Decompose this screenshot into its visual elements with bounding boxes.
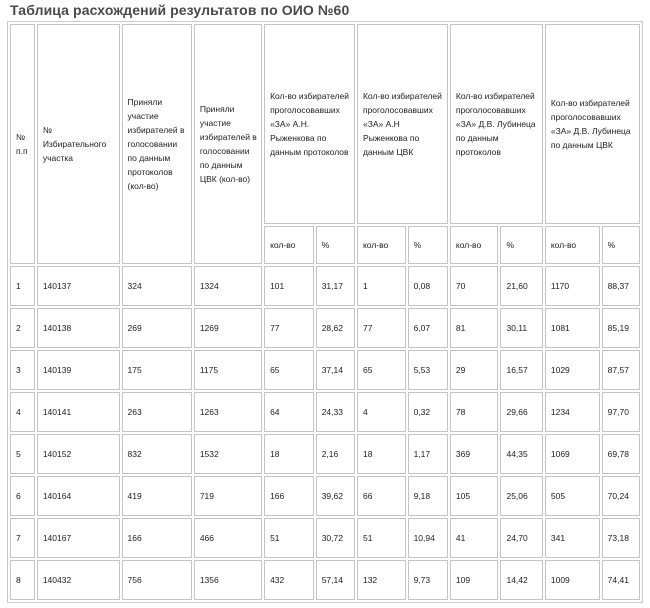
table-cell: 466	[194, 518, 262, 558]
table-cell: 97,70	[602, 392, 640, 432]
table-cell: 432	[264, 560, 314, 600]
table-cell: 69,78	[602, 434, 640, 474]
table-cell: 1	[10, 266, 35, 306]
table-cell: 16,57	[500, 350, 542, 390]
table-cell: 6	[10, 476, 35, 516]
table-cell: 2	[10, 308, 35, 348]
table-cell: 29	[450, 350, 499, 390]
table-row	[10, 518, 640, 558]
table-cell: 87,57	[602, 350, 640, 390]
table-cell: 57,14	[316, 560, 355, 600]
table-cell: 719	[194, 476, 262, 516]
table-cell: 70,24	[602, 476, 640, 516]
table-cell: 24,70	[500, 518, 542, 558]
table-cell: 31,17	[316, 266, 355, 306]
subheader-count: кол-во	[545, 226, 600, 264]
table-row	[10, 266, 640, 306]
table-cell: 341	[545, 518, 600, 558]
table-row	[10, 560, 640, 600]
table-cell: 756	[122, 560, 192, 600]
table-cell: 29,66	[500, 392, 542, 432]
table-cell: 140164	[37, 476, 120, 516]
table-cell: 505	[545, 476, 600, 516]
header-row	[10, 24, 640, 224]
table-cell: 10,94	[408, 518, 448, 558]
table-cell: 1324	[194, 266, 262, 306]
table-cell: 140137	[37, 266, 120, 306]
table-cell: 70	[450, 266, 499, 306]
table-cell: 1532	[194, 434, 262, 474]
table-cell: 832	[122, 434, 192, 474]
table-cell: 1269	[194, 308, 262, 348]
header-num: № п.п	[10, 24, 35, 264]
table-cell: 41	[450, 518, 499, 558]
table-cell: 1234	[545, 392, 600, 432]
subheader-count: кол-во	[357, 226, 406, 264]
table-cell: 8	[10, 560, 35, 600]
table-cell: 140138	[37, 308, 120, 348]
subheader-count: кол-во	[264, 226, 314, 264]
table-cell: 3	[10, 350, 35, 390]
table-cell: 88,37	[602, 266, 640, 306]
table-cell: 140152	[37, 434, 120, 474]
table-cell: 1081	[545, 308, 600, 348]
table-cell: 65	[264, 350, 314, 390]
header-ryzhenkov-protocols: Кол-во избирателей проголосовавших «ЗА» А.Н. Рыженкова по данным протоколов	[264, 24, 355, 224]
header-participated-protocols: Приняли участие избирателей в голосовании по данным протоколов (кол-во)	[122, 24, 192, 264]
page-title: Таблица расхождений результатов по ОИО №60	[10, 2, 350, 18]
table-cell: 105	[450, 476, 499, 516]
table-cell: 81	[450, 308, 499, 348]
table-cell: 66	[357, 476, 406, 516]
table-cell: 166	[122, 518, 192, 558]
table-cell: 4	[357, 392, 406, 432]
table-cell: 44,35	[500, 434, 542, 474]
table-cell: 2,16	[316, 434, 355, 474]
table-cell: 37,14	[316, 350, 355, 390]
table-row	[10, 476, 640, 516]
table-cell: 369	[450, 434, 499, 474]
table-cell: 1009	[545, 560, 600, 600]
table-cell: 39,62	[316, 476, 355, 516]
table-cell: 6,07	[408, 308, 448, 348]
table-cell: 1029	[545, 350, 600, 390]
table-cell: 21,60	[500, 266, 542, 306]
table-cell: 25,06	[500, 476, 542, 516]
table-cell: 140167	[37, 518, 120, 558]
table-cell: 0,08	[408, 266, 448, 306]
table-cell: 263	[122, 392, 192, 432]
table-cell: 18	[357, 434, 406, 474]
table-cell: 64	[264, 392, 314, 432]
table-cell: 5,53	[408, 350, 448, 390]
table-cell: 1	[357, 266, 406, 306]
discrepancy-table	[7, 21, 643, 603]
table-cell: 419	[122, 476, 192, 516]
table-row	[10, 434, 640, 474]
table-cell: 0,32	[408, 392, 448, 432]
header-lubinets-protocols: Кол-во избирателей проголосовавших «ЗА» Д.В. Лубинеца по данным протоколов	[450, 24, 543, 224]
table-cell: 140432	[37, 560, 120, 600]
table-cell: 4	[10, 392, 35, 432]
table-cell: 1069	[545, 434, 600, 474]
subheader-percent: %	[408, 226, 448, 264]
table-cell: 30,72	[316, 518, 355, 558]
table-cell: 51	[357, 518, 406, 558]
table-cell: 166	[264, 476, 314, 516]
table-cell: 9,73	[408, 560, 448, 600]
header-lubinets-cvk: Кол-во избирателей проголосовавших «ЗА» Д.В. Лубинеца по данным ЦВК	[545, 24, 640, 224]
table-row	[10, 392, 640, 432]
table-cell: 77	[264, 308, 314, 348]
table-cell: 140141	[37, 392, 120, 432]
header-ryzhenkov-cvk: Кол-во избирателей проголосовавших «ЗА» А.Н Рыженкова по данным ЦВК	[357, 24, 448, 224]
table-cell: 1356	[194, 560, 262, 600]
table-cell: 78	[450, 392, 499, 432]
table-cell: 14,42	[500, 560, 542, 600]
subheader-percent: %	[500, 226, 542, 264]
table-cell: 28,62	[316, 308, 355, 348]
table-cell: 1170	[545, 266, 600, 306]
table-cell: 140139	[37, 350, 120, 390]
table-cell: 24,33	[316, 392, 355, 432]
subheader-percent: %	[602, 226, 640, 264]
table-cell: 30,11	[500, 308, 542, 348]
table-cell: 74,41	[602, 560, 640, 600]
table-cell: 132	[357, 560, 406, 600]
table-cell: 1,17	[408, 434, 448, 474]
table-cell: 324	[122, 266, 192, 306]
table-cell: 18	[264, 434, 314, 474]
table-cell: 175	[122, 350, 192, 390]
table-cell: 7	[10, 518, 35, 558]
table-cell: 51	[264, 518, 314, 558]
table-row	[10, 350, 640, 390]
header-participated-cvk: Приняли участие избирателей в голосовании по данным ЦВК (кол-во)	[194, 24, 262, 264]
table-cell: 9,18	[408, 476, 448, 516]
table-cell: 1263	[194, 392, 262, 432]
table-row	[10, 308, 640, 348]
header-station: № Избирательного участка	[37, 24, 120, 264]
subheader-percent: %	[316, 226, 355, 264]
table-cell: 109	[450, 560, 499, 600]
table-cell: 65	[357, 350, 406, 390]
table-cell: 269	[122, 308, 192, 348]
table-cell: 77	[357, 308, 406, 348]
subheader-count: кол-во	[450, 226, 499, 264]
table-cell: 1175	[194, 350, 262, 390]
table-cell: 5	[10, 434, 35, 474]
table-cell: 73,18	[602, 518, 640, 558]
table-cell: 101	[264, 266, 314, 306]
table-cell: 85,19	[602, 308, 640, 348]
